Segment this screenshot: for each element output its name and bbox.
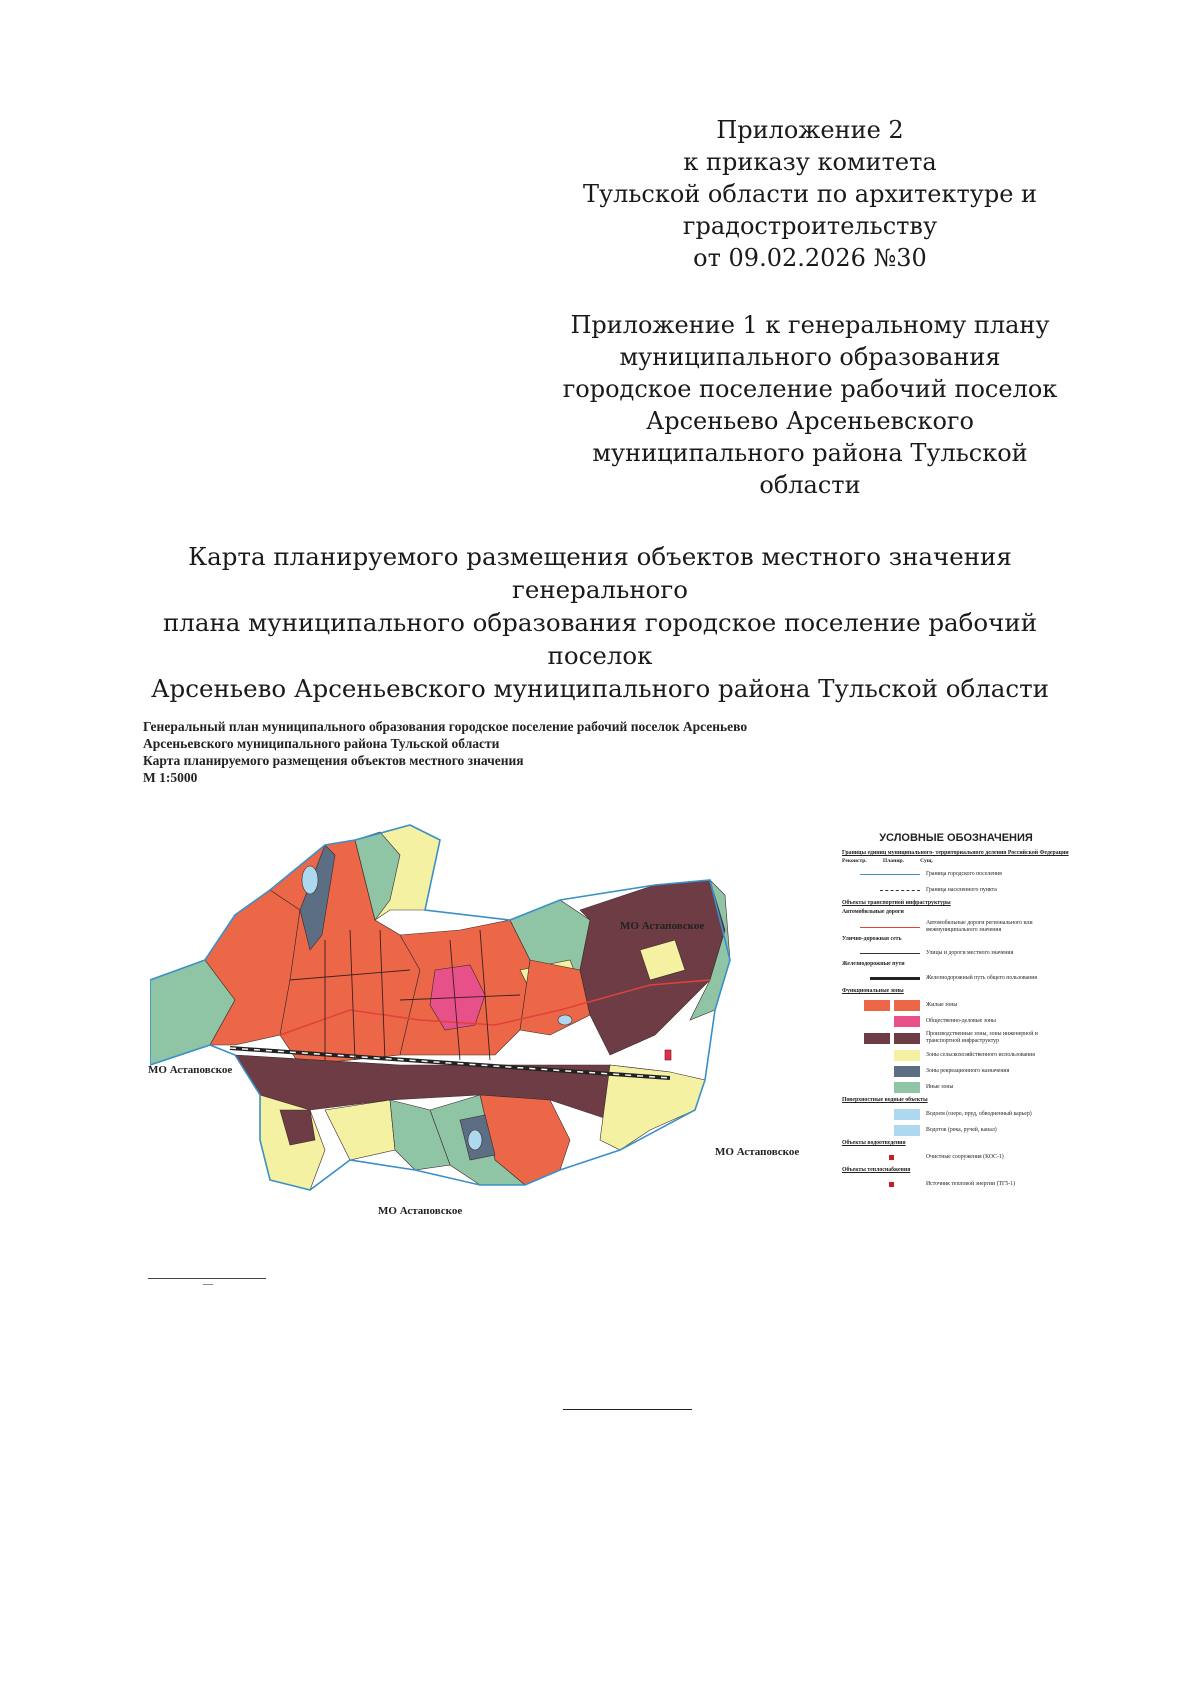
annex-line: градостроительству [682,212,938,240]
legend-title: УСЛОВНЫЕ ОБОЗНАЧЕНИЯ [879,832,1033,844]
legend-item-label: Автомобильные дороги регионального или межмуниципального значения [926,920,1033,933]
annex-line: городское поселение рабочий поселок [562,375,1058,403]
water-basin-swatch [894,1109,920,1120]
legend-item-label: Граница населенного пункта [926,886,997,893]
legend-item-label: Водоем (озеро, пруд, обводненный карьер) [926,1110,1032,1117]
locality-boundary-symbol [880,890,920,891]
settlement-boundary-symbol [860,874,920,875]
annex-line: муниципального района Тульской [592,439,1028,467]
facility-marker [665,1050,671,1060]
legend-column-label: Сущ. [920,858,933,864]
map-header [143,718,747,786]
document-title-line: Карта планируемого размещения объектов местного значения генерального [188,542,1012,604]
legend-subsection-street: Улично-дорожная сеть [842,936,902,942]
document-title [120,540,1080,705]
annex-line: Приложение 2 [716,116,904,144]
neighbor-label-north: МО Астаповское [620,920,705,932]
industrial-swatch [894,1033,920,1044]
annex-line: Тульской области по архитектуре и [582,180,1038,208]
annex-line: области [759,471,861,499]
legend-item-locality-boundary [842,884,1070,896]
treatment-facility-icon [889,1155,894,1160]
document-title-line: Арсеньево Арсеньевского муниципального района Тульской области [151,674,1049,703]
legend-subsection-roads: Автомобильные дороги [842,909,904,915]
neighbor-label-southeast: МО Астаповское [715,1146,800,1158]
legend-item-label: Граница городского поселения [926,870,1002,877]
water-body [558,1015,572,1025]
legend-item-industrial [842,1031,1070,1045]
legend-section-water: Поверхностные водные объекты [842,1097,928,1103]
annex-order-reference [560,114,1060,274]
water-body [302,866,318,894]
legend-section-wastewater: Объекты водоотведения [842,1140,906,1146]
legend-item-regional-road [842,920,1070,934]
legend-item-local-street [842,947,1070,959]
legend-subsection-rail: Железнодорожные пути [842,961,905,967]
map-canvas [150,810,820,1230]
legend-item-agricultural [842,1049,1070,1061]
public-swatch [894,1016,920,1027]
legend-item-residential [842,999,1070,1011]
legend-item-label: Зоны рекреационного назначения [926,1067,1010,1074]
water-body [468,1130,482,1150]
legend-item-label: Иные зоны [926,1083,954,1090]
legend-section-zones: Функциональные зоны [842,988,904,994]
document-end-rule [563,1409,692,1410]
legend-item-label: Железнодорожный путь общего пользования [926,974,1037,981]
recreation-swatch [894,1066,920,1077]
legend-column-label: Реконстр. [842,858,867,864]
legend-item-railway [842,972,1070,984]
legend-item-heat-source [842,1178,1070,1190]
annex-line: Приложение 1 к генеральному плану [570,311,1050,339]
heat-source-icon [889,1182,894,1187]
annex-general-plan-reference [560,309,1060,501]
legend-section-heat: Объекты теплоснабжения [842,1167,911,1173]
document-title-line: плана муниципального образования городское поселение рабочий поселок [162,608,1038,670]
legend-column-label: Планир. [882,858,905,864]
legend-item-label: Жилые зоны [926,1001,958,1008]
map-header-line: Генеральный план муниципального образования городское поселение рабочий поселок Арсеньево [143,719,748,734]
map-header-line: Арсеньевского муниципального района Тульской области [143,736,500,751]
annex-date-number: от 09.02.2026 №30 [693,244,927,272]
residential-swatch [894,1000,920,1011]
zone-agricultural [325,1100,395,1160]
legend-section-boundaries: Границы единиц муниципального- территориального деления Российской Федерации [842,850,1069,856]
map-scale-label: М 1:5000 [143,770,198,785]
legend-item-public [842,1015,1070,1027]
water-stream-swatch [894,1125,920,1136]
map-legend [842,832,1070,1190]
legend-item-label: Общественно-деловые зоны [926,1017,996,1024]
neighbor-label-south: МО Астаповское [378,1205,463,1217]
legend-section-transport: Объекты транспортной инфраструктуры [842,900,951,906]
legend-item-label: Источник тепловой энергии (ТГ5-1) [926,1180,1016,1187]
legend-item-recreation [842,1065,1070,1077]
railway-symbol [870,977,920,980]
industrial-swatch [864,1033,890,1044]
scale-bar [148,1278,266,1279]
other-swatch [894,1082,920,1093]
regional-road-symbol [860,927,920,928]
legend-item-settlement-boundary [842,868,1070,880]
agricultural-swatch [894,1050,920,1061]
legend-item-label: Очистные сооружения (КОС-1) [926,1153,1004,1160]
legend-item-water-basin [842,1108,1070,1120]
map-header-line: Карта планируемого размещения объектов местного значения [143,753,524,768]
legend-item-label: Водоток (река, ручей, канал) [926,1126,997,1133]
legend-item-label: Зоны сельскохозяйственного использования [926,1051,1035,1058]
legend-item-other [842,1081,1070,1093]
annex-line: Арсеньево Арсеньевского [646,407,974,435]
legend-columns [842,858,1070,864]
annex-line: муниципального образования [619,343,1001,371]
annex-line: к приказу комитета [683,148,937,176]
residential-swatch [864,1000,890,1011]
scale-bar-tick [203,1284,213,1285]
local-street-symbol [860,953,920,954]
legend-item-label: Улицы и дороги местного значения [926,949,1014,956]
legend-item-water-stream [842,1124,1070,1136]
zone-residential [520,960,590,1035]
neighbor-label-west: МО Астаповское [148,1064,233,1076]
legend-item-label: Производственные зоны, зоны инженерной и транспортной инфраструктур [926,1031,1038,1044]
legend-item-treatment [842,1151,1070,1163]
